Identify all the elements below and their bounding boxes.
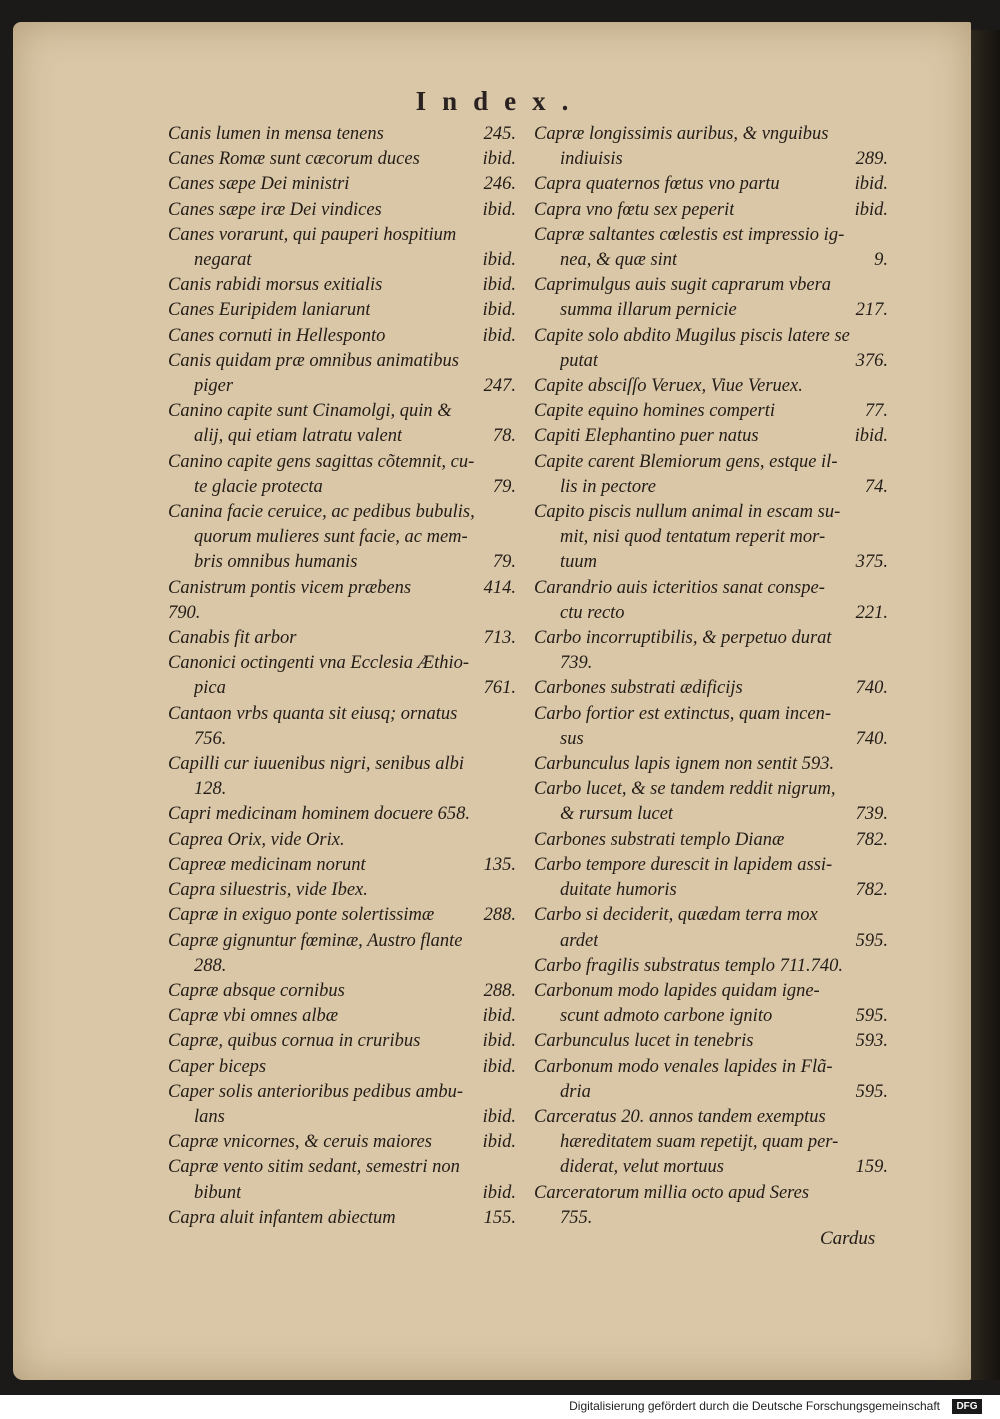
- index-entry: [168, 298, 516, 323]
- index-entry: [168, 903, 516, 928]
- entry-line: [534, 601, 888, 626]
- entry-line: [534, 727, 888, 752]
- entry-line: [534, 1130, 888, 1155]
- page-reference: 376.: [855, 350, 888, 371]
- entry-line: [168, 1130, 516, 1155]
- page-reference: 78.: [492, 426, 516, 447]
- entry-line: [168, 198, 516, 223]
- index-entry: [534, 374, 888, 399]
- index-column-right: [534, 122, 888, 1231]
- entry-line: [168, 702, 516, 727]
- entry-line: [168, 601, 516, 626]
- dfg-logo: DFG: [952, 1399, 982, 1414]
- entry-text: Canina facie ceruice, ac pedibus bubulis,: [168, 502, 475, 523]
- entry-text: Capreæ medicinam norunt: [168, 854, 366, 875]
- entry-text: dria: [560, 1081, 591, 1102]
- entry-text: Carceratorum millia octo apud Seres: [534, 1182, 810, 1203]
- entry-line: [534, 500, 888, 525]
- page-reference: 375.: [855, 552, 888, 573]
- entry-text: Canino capite sunt Cinamolgi, quin &: [168, 401, 452, 422]
- index-entry: [534, 1055, 888, 1105]
- entry-text: Carbo si deciderit, quædam terra mox: [534, 905, 818, 926]
- entry-line: [534, 550, 888, 575]
- entry-text: 288.: [194, 955, 227, 976]
- entry-line: [534, 349, 888, 374]
- index-entry: [534, 1105, 888, 1181]
- page-reference: 247.: [483, 376, 516, 397]
- entry-line: [534, 198, 888, 223]
- index-entry: [168, 651, 516, 701]
- entry-line: [534, 525, 888, 550]
- entry-text: Canino capite gens sagittas cõtemnit, cu-: [168, 451, 475, 472]
- page-reference: ibid.: [854, 426, 888, 447]
- entry-text: ctu recto: [560, 602, 625, 623]
- entry-text: 755.: [560, 1207, 593, 1228]
- index-column-left: [168, 122, 516, 1231]
- entry-text: Cantaon vrbs quanta sit eiusq; ornatus: [168, 703, 458, 724]
- index-entry: [534, 450, 888, 500]
- entry-line: [168, 248, 516, 273]
- entry-line: [168, 777, 516, 802]
- index-entry: [168, 929, 516, 979]
- entry-text: Carbonum modo venales lapides in Flã-: [534, 1056, 833, 1077]
- entry-line: [534, 1080, 888, 1105]
- entry-line: [534, 702, 888, 727]
- index-entry: [168, 853, 516, 878]
- page-reference: 288.: [483, 980, 516, 1001]
- index-entry: [534, 626, 888, 676]
- page-reference: 246.: [483, 174, 516, 195]
- index-entry: [534, 954, 888, 979]
- entry-text: Capræ vento sitim sedant, semestri non: [168, 1157, 460, 1178]
- entry-line: [534, 122, 888, 147]
- page-reference: ibid.: [482, 1006, 516, 1027]
- entry-line: [534, 374, 888, 399]
- index-entry: [168, 399, 516, 449]
- entry-text: hæreditatem suam repetijt, quam per-: [560, 1132, 839, 1153]
- index-entry: [534, 1029, 888, 1054]
- entry-text: scunt admoto carbone ignito: [560, 1006, 773, 1027]
- page-reference: ibid.: [482, 1132, 516, 1153]
- entry-line: [168, 1029, 516, 1054]
- entry-line: [534, 1155, 888, 1180]
- entry-text: Carbo tempore durescit in lapidem assi-: [534, 854, 833, 875]
- entry-line: [168, 147, 516, 172]
- entry-text: Capra aluit infantem abiectum: [168, 1207, 396, 1228]
- entry-text: Capito piscis nullum animal in escam su-: [534, 502, 841, 523]
- entry-text: alij, qui etiam latratu valent: [194, 426, 403, 447]
- entry-text: putat: [560, 350, 599, 371]
- entry-line: [168, 172, 516, 197]
- entry-line: [168, 979, 516, 1004]
- entry-line: [168, 1004, 516, 1029]
- page-reference: 761.: [483, 678, 516, 699]
- entry-line: [534, 1181, 888, 1206]
- page-reference: 782.: [855, 829, 888, 850]
- page-header: Index.: [415, 86, 585, 116]
- index-entry: [168, 198, 516, 223]
- entry-text: Caprimulgus auis sugit caprarum vbera: [534, 275, 832, 296]
- index-entry: [168, 500, 516, 576]
- entry-text: Capri medicinam hominem docuere 658.: [168, 804, 470, 825]
- entry-text: Carandrio auis icteritios sanat conspe-: [534, 577, 825, 598]
- index-entry: [534, 399, 888, 424]
- page-reference: 595.: [855, 930, 888, 951]
- entry-line: [534, 777, 888, 802]
- entry-line: [534, 676, 888, 701]
- entry-text: duitate humoris: [560, 880, 677, 901]
- entry-text: Capræ longissimis auribus, & vnguibus: [534, 124, 829, 144]
- entry-text: Canis lumen in mensa tenens: [168, 124, 384, 144]
- page-reference: 414.: [483, 577, 516, 598]
- page-reference: ibid.: [482, 199, 516, 220]
- entry-text: mit, nisi quod tentatum reperit mor-: [560, 527, 826, 548]
- entry-line: [168, 298, 516, 323]
- entry-line: [534, 752, 888, 777]
- index-entry: [168, 273, 516, 298]
- entry-text: indiuisis: [560, 149, 623, 170]
- index-entry: [168, 1130, 516, 1155]
- entry-line: [168, 273, 516, 298]
- entry-text: summa illarum pernicie: [560, 300, 737, 321]
- entry-line: [168, 1080, 516, 1105]
- entry-line: [168, 903, 516, 928]
- entry-text: Capra siluestris, vide Ibex.: [168, 880, 368, 901]
- page-reference: 288.: [483, 905, 516, 926]
- entry-text: Carbunculus lucet in tenebris: [534, 1031, 754, 1052]
- entry-line: [168, 802, 516, 827]
- page-reference: ibid.: [482, 300, 516, 321]
- entry-line: [534, 802, 888, 827]
- page-reference: 74.: [864, 476, 888, 497]
- entry-text: piger: [194, 376, 234, 397]
- entry-line: [168, 828, 516, 853]
- entry-text: Capra quaternos fœtus vno partu: [534, 174, 780, 195]
- page-reference: ibid.: [482, 1106, 516, 1127]
- page-reference: 289.: [855, 149, 888, 170]
- entry-text: Carbones substrati templo Dianæ: [534, 829, 785, 850]
- entry-line: [534, 929, 888, 954]
- index-entry: [534, 576, 888, 626]
- index-entry: [168, 576, 516, 601]
- index-entry: [168, 878, 516, 903]
- index-entry: [168, 702, 516, 752]
- entry-line: [534, 979, 888, 1004]
- entry-line: [534, 1105, 888, 1130]
- entry-line: [534, 1055, 888, 1080]
- entry-text: Capræ saltantes cœlestis est impressio ig-: [534, 224, 845, 245]
- entry-text: Capræ, quibus cornua in cruribus: [168, 1031, 421, 1052]
- entry-text: te glacie protecta: [194, 476, 323, 497]
- entry-text: Capræ vbi omnes albæ: [168, 1006, 339, 1027]
- page-reference: 739.: [855, 804, 888, 825]
- entry-text: 790.: [168, 602, 201, 623]
- entry-line: [534, 248, 888, 273]
- index-entry: [168, 1004, 516, 1029]
- entry-text: Capræ in exiguo ponte solertissimæ: [168, 905, 435, 926]
- entry-text: Canes cornuti in Hellesponto: [168, 325, 386, 346]
- entry-line: [168, 424, 516, 449]
- entry-line: [168, 1155, 516, 1180]
- index-entry: [168, 1029, 516, 1054]
- entry-line: [168, 324, 516, 349]
- index-entry: [168, 1155, 516, 1205]
- entry-line: [534, 878, 888, 903]
- index-entry: [168, 223, 516, 273]
- page-reference: 217.: [855, 300, 888, 321]
- page-reference: 713.: [483, 628, 516, 649]
- page-reference: 79.: [492, 476, 516, 497]
- entry-text: Carbones substrati ædificijs: [534, 678, 743, 699]
- entry-line: [534, 576, 888, 601]
- page-reference: 135.: [483, 854, 516, 875]
- entry-text: Capilli cur iuuenibus nigri, senibus albi: [168, 754, 465, 775]
- page-reference: ibid.: [482, 325, 516, 346]
- entry-text: Carbonum modo lapides quidam igne-: [534, 980, 820, 1001]
- page-reference: 79.: [492, 552, 516, 573]
- entry-text: Caper solis anterioribus pedibus ambu-: [168, 1081, 463, 1102]
- entry-text: Capite carent Blemiorum gens, estque il-: [534, 451, 838, 472]
- entry-text: Caper biceps: [168, 1056, 267, 1077]
- index-entry: [168, 601, 516, 626]
- entry-line: [534, 424, 888, 449]
- index-entry: [534, 500, 888, 576]
- entry-line: [534, 1004, 888, 1029]
- entry-text: Carbo fragilis substratus templo 711.740.: [534, 955, 844, 976]
- entry-line: [168, 576, 516, 601]
- entry-text: ardet: [560, 930, 599, 951]
- entry-text: negarat: [194, 250, 252, 271]
- entry-line: [168, 626, 516, 651]
- page-reference: ibid.: [482, 1182, 516, 1203]
- entry-text: Capræ absque cornibus: [168, 980, 345, 1001]
- entry-line: [168, 954, 516, 979]
- index-entry: [534, 198, 888, 223]
- entry-line: [168, 878, 516, 903]
- index-entry: [534, 172, 888, 197]
- index-entry: [168, 828, 516, 853]
- entry-line: [168, 651, 516, 676]
- index-entry: [168, 1080, 516, 1130]
- entry-text: Canis rabidi morsus exitialis: [168, 275, 383, 296]
- entry-text: tuum: [560, 552, 597, 573]
- entry-line: [534, 853, 888, 878]
- page-reference: 740.: [855, 728, 888, 749]
- index-entry: [534, 424, 888, 449]
- index-entry: [534, 979, 888, 1029]
- page-reference: 245.: [483, 124, 516, 144]
- index-entry: [168, 979, 516, 1004]
- page-reference: ibid.: [482, 149, 516, 170]
- entry-line: [168, 853, 516, 878]
- entry-line: [534, 324, 888, 349]
- entry-line: [168, 399, 516, 424]
- index-entry: [168, 752, 516, 802]
- index-entry: [168, 122, 516, 147]
- index-entry: [534, 324, 888, 374]
- page-reference: 782.: [855, 880, 888, 901]
- entry-line: [168, 752, 516, 777]
- entry-text: sus: [560, 728, 584, 749]
- entry-line: [168, 1105, 516, 1130]
- entry-text: Capræ gignuntur fœminæ, Austro flante: [168, 930, 463, 951]
- entry-line: [534, 147, 888, 172]
- entry-text: pica: [194, 678, 226, 699]
- entry-line: [168, 727, 516, 752]
- index-entry: [168, 802, 516, 827]
- entry-text: Carbo lucet, & se tandem reddit nigrum,: [534, 779, 836, 800]
- page-reference: 595.: [855, 1081, 888, 1102]
- page-reference: 221.: [855, 602, 888, 623]
- index-entry: [168, 324, 516, 349]
- entry-text: Capræ vnicornes, & ceruis maiores: [168, 1132, 432, 1153]
- entry-text: Caprea Orix, vide Orix.: [168, 829, 345, 850]
- catchword: Cardus: [820, 1228, 876, 1249]
- page-reference: ibid.: [482, 250, 516, 271]
- entry-line: [168, 525, 516, 550]
- page-reference: 77.: [864, 401, 888, 422]
- entry-line: [534, 273, 888, 298]
- index-entry: [168, 1055, 516, 1080]
- page-reference: ibid.: [482, 1031, 516, 1052]
- entry-text: lans: [194, 1106, 225, 1127]
- index-entry: [168, 349, 516, 399]
- entry-text: Capite absciſſo Veruex, Viue Veruex.: [534, 376, 803, 397]
- page-reference: 9.: [874, 250, 888, 271]
- entry-text: Carbo fortior est extinctus, quam incen-: [534, 703, 831, 724]
- entry-line: [168, 1181, 516, 1206]
- index-entry: [534, 122, 888, 172]
- entry-text: Canes Euripidem laniarunt: [168, 300, 371, 321]
- entry-line: [534, 903, 888, 928]
- entry-text: Capite solo abdito Mugilus piscis latere se: [534, 325, 850, 346]
- entry-line: [168, 122, 516, 147]
- entry-text: Canonici octingenti vna Ecclesia Æthio-: [168, 653, 470, 674]
- index-entry: [534, 777, 888, 827]
- index-entry: [534, 223, 888, 273]
- index-entry: [534, 752, 888, 777]
- page-reference: 159.: [855, 1157, 888, 1178]
- page-reference: 595.: [855, 1006, 888, 1027]
- entry-line: [534, 475, 888, 500]
- entry-text: Canes vorarunt, qui pauperi hospitium: [168, 224, 457, 245]
- entry-line: [534, 828, 888, 853]
- entry-text: 756.: [194, 728, 227, 749]
- entry-text: Canistrum pontis vicem præbens: [168, 577, 412, 598]
- entry-line: [168, 374, 516, 399]
- entry-text: 128.: [194, 779, 227, 800]
- entry-text: Capra vno fœtu sex peperit: [534, 199, 735, 220]
- footer-bar: [0, 1395, 1000, 1419]
- entry-line: [534, 399, 888, 424]
- entry-text: Carbo incorruptibilis, & perpetuo durat: [534, 628, 832, 649]
- entry-text: lis in pectore: [560, 476, 656, 497]
- funding-note: Digitalisierung gefördert durch die Deutsche Forschungsgemeinschaft: [569, 1399, 940, 1413]
- entry-line: [168, 223, 516, 248]
- entry-text: Canes Romæ sunt cæcorum duces: [168, 149, 420, 170]
- entry-text: bibunt: [194, 1182, 242, 1203]
- entry-text: Capiti Elephantino puer natus: [534, 426, 759, 447]
- entry-line: [168, 450, 516, 475]
- entry-line: [534, 954, 888, 979]
- index-entry: [534, 903, 888, 953]
- entry-line: [168, 676, 516, 701]
- entry-line: [534, 1029, 888, 1054]
- entry-text: nea, & quæ sint: [560, 250, 678, 271]
- entry-line: [168, 1206, 516, 1231]
- index-entry: [168, 147, 516, 172]
- index-entry: [168, 1206, 516, 1231]
- page-reference: 740.: [855, 678, 888, 699]
- entry-line: [534, 651, 888, 676]
- entry-text: bris omnibus humanis: [194, 552, 358, 573]
- index-entry: [168, 172, 516, 197]
- entry-text: Carceratus 20. annos tandem exemptus: [534, 1106, 826, 1127]
- entry-text: & rursum lucet: [560, 804, 674, 825]
- index-entry: [534, 828, 888, 853]
- page-reference: ibid.: [482, 275, 516, 296]
- entry-text: quorum mulieres sunt facie, ac mem-: [194, 527, 468, 548]
- entry-line: [168, 929, 516, 954]
- page-reference: ibid.: [854, 174, 888, 195]
- index-entry: [534, 853, 888, 903]
- entry-text: Capite equino homines comperti: [534, 401, 775, 422]
- entry-text: Canes sæpe iræ Dei vindices: [168, 199, 382, 220]
- entry-text: Canes sæpe Dei ministri: [168, 174, 350, 195]
- entry-line: [534, 172, 888, 197]
- entry-line: [168, 349, 516, 374]
- entry-line: [534, 450, 888, 475]
- index-entry: [534, 273, 888, 323]
- entry-text: Canis quidam præ omnibus animatibus: [168, 350, 459, 371]
- entry-text: 739.: [560, 653, 593, 674]
- page-reference: 155.: [483, 1207, 516, 1228]
- index-entry: [534, 676, 888, 701]
- index-entry: [534, 702, 888, 752]
- index-entry: [168, 450, 516, 500]
- page-reference: 593.: [855, 1031, 888, 1052]
- index-entry: [168, 626, 516, 651]
- entry-line: [534, 626, 888, 651]
- entry-text: Canabis fit arbor: [168, 628, 297, 649]
- index-entry: [534, 1181, 888, 1231]
- entry-line: [168, 500, 516, 525]
- entry-text: diderat, velut mortuus: [560, 1157, 724, 1178]
- page-reference: ibid.: [854, 199, 888, 220]
- entry-text: Carbunculus lapis ignem non sentit 593.: [534, 754, 835, 775]
- entry-line: [534, 223, 888, 248]
- page-reference: ibid.: [482, 1056, 516, 1077]
- entry-line: [168, 475, 516, 500]
- entry-line: [168, 550, 516, 575]
- entry-line: [534, 298, 888, 323]
- entry-line: [168, 1055, 516, 1080]
